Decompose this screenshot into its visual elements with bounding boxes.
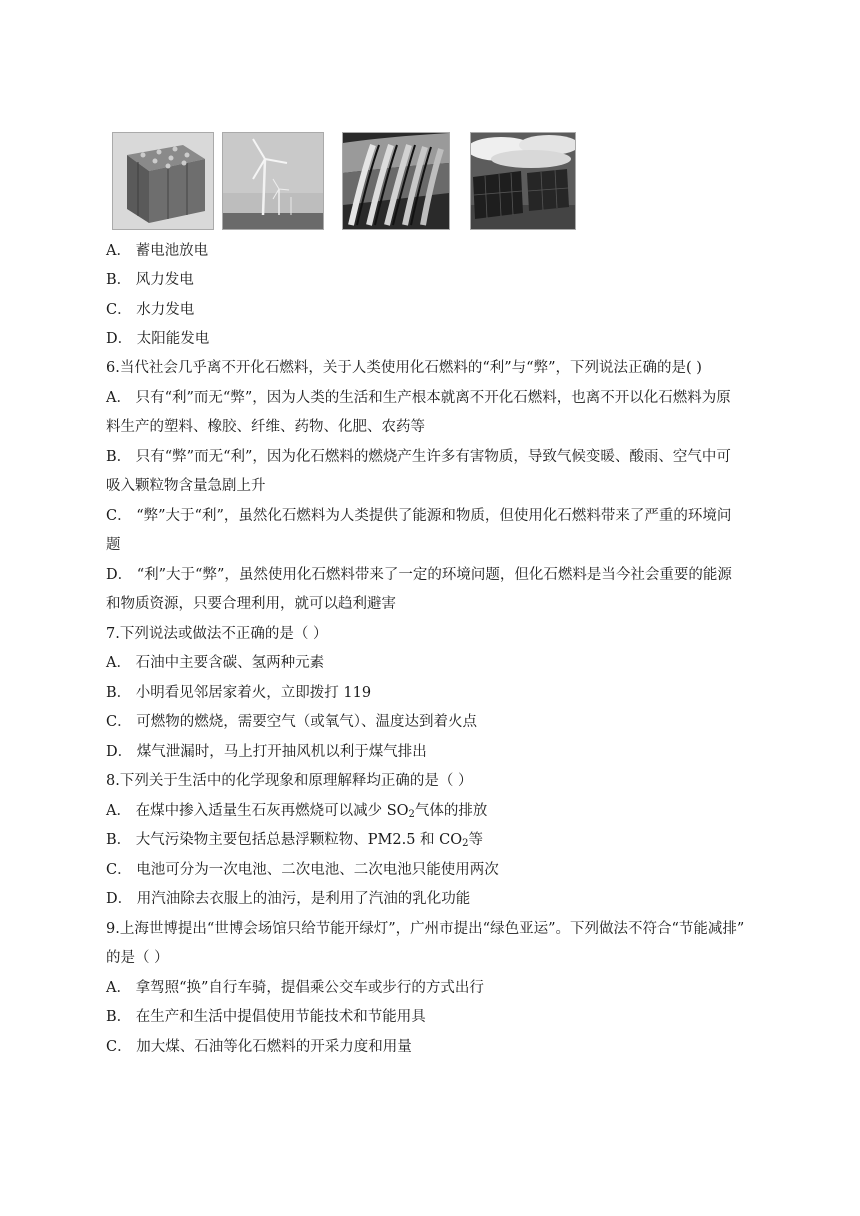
q7-option-a: A． 石油中主要含碳、氢两种元素	[106, 655, 325, 671]
q7-option-b: B． 小明看见邻居家着火，立即拨打 119	[106, 685, 372, 701]
q6-option-c-line2: 题	[106, 537, 121, 553]
q8-option-d: D． 用汽油除去衣服上的油污，是利用了汽油的乳化功能	[106, 891, 471, 907]
q9-option-c: C． 加大煤、石油等化石燃料的开采力度和用量	[106, 1039, 412, 1055]
q9-stem-line1: 9.上海世博提出“世博会场馆只给节能开绿灯”，广州市提出“绿色亚运”。下列做法不符合“节能减排”	[106, 921, 745, 937]
q5-option-d: D． 太阳能发电	[106, 331, 210, 347]
q6-option-a-line1: A． 只有“利”而无“弊”，因为人类的生活和生产根本就离不开化石燃料，也离不开以化石燃料为原	[106, 390, 731, 406]
q9-option-b: B． 在生产和生活中提倡使用节能技术和节能用具	[106, 1009, 426, 1025]
q8-option-b: B． 大气污染物主要包括总悬浮颗粒物、PM2.5 和 $CO_2$等	[106, 832, 484, 849]
q6-option-d-line1: D． “利”大于“弊”，虽然使用化石燃料带来了一定的环境问题，但化石燃料是当今社会重要的能源	[106, 567, 732, 583]
q7-stem: 7.下列说法或做法不正确的是（ ）	[106, 626, 328, 642]
q8-stem: 8.下列关于生活中的化学现象和原理解释均正确的是（ ）	[106, 773, 473, 789]
q6-option-b-line1: B． 只有“弊”而无“利”，因为化石燃料的燃烧产生许多有害物质，导致气候变暖、酸雨、空气中可	[106, 449, 731, 465]
q8-option-c: C． 电池可分为一次电池、二次电池、二次电池只能使用两次	[106, 862, 499, 878]
q7-option-d: D． 煤气泄漏时，马上打开抽风机以利于煤气排出	[106, 744, 427, 760]
wind-turbine-photo	[222, 132, 324, 230]
q6-option-a-line2: 料生产的塑料、橡胶、纤维、药物、化肥、农药等	[106, 419, 425, 435]
q9-stem-line2: 的是（ ）	[106, 950, 169, 966]
q6-stem: 6.当代社会几乎离不开化石燃料，关于人类使用化石燃料的“利”与“弊”，下列说法正确的是( )	[106, 360, 702, 376]
q5-option-c: C． 水力发电	[106, 302, 195, 318]
q5-option-a: A． 蓄电池放电	[106, 243, 209, 259]
q7-option-c: C． 可燃物的燃烧，需要空气（或氧气）、温度达到着火点	[106, 714, 477, 730]
q6-option-b-line2: 吸入颗粒物含量急剧上升	[106, 478, 266, 494]
q6-option-d-line2: 和物质资源，只要合理利用，就可以趋利避害	[106, 596, 396, 612]
q5-option-b: B． 风力发电	[106, 272, 194, 288]
hydro-turbine-photo	[342, 132, 450, 230]
q9-option-a: A． 拿驾照“换”自行车骑，提倡乘公交车或步行的方式出行	[106, 980, 484, 996]
battery-photo	[112, 132, 214, 230]
solar-panel-photo	[470, 132, 576, 230]
q8-option-a: A． 在煤中掺入适量生石灰再燃烧可以减少 $SO_2$气体的排放	[106, 803, 488, 820]
q6-option-c-line1: C． “弊”大于“利”，虽然化石燃料为人类提供了能源和物质，但使用化石燃料带来了严重的环境问	[106, 508, 732, 524]
